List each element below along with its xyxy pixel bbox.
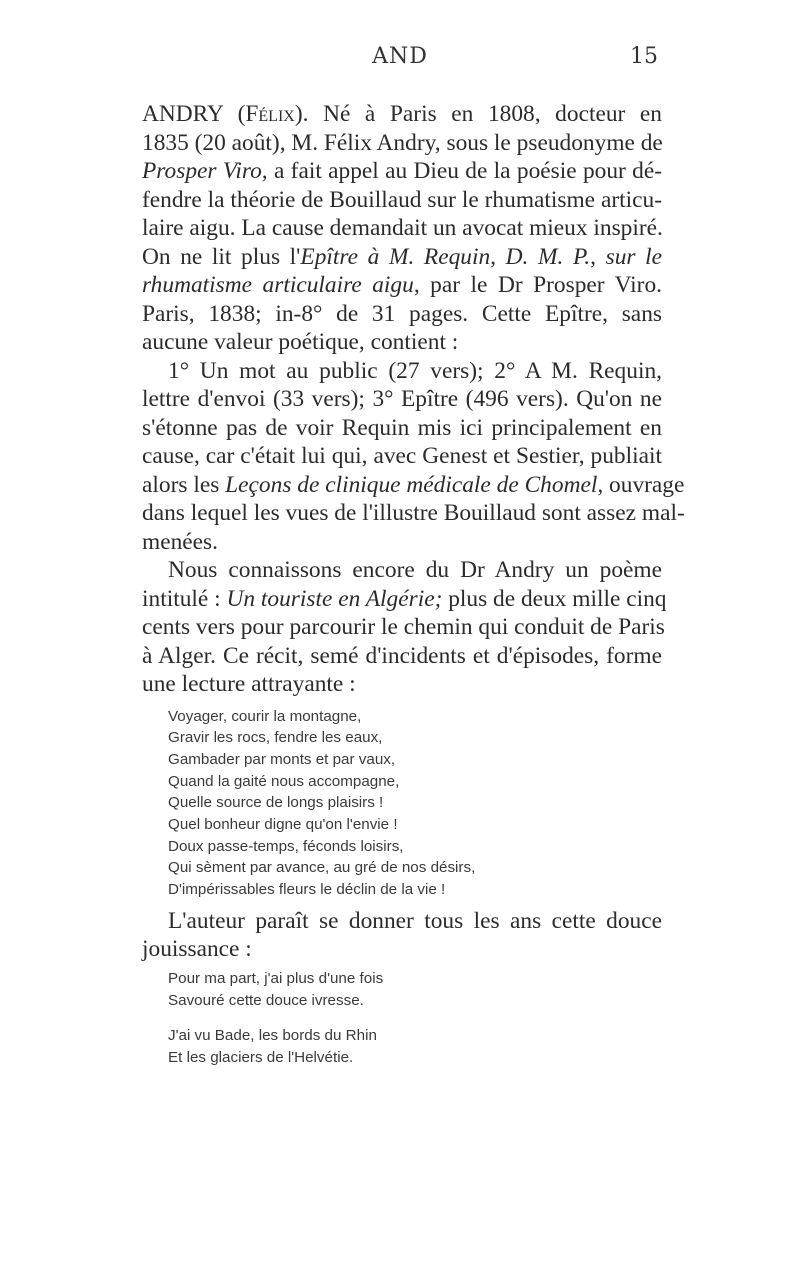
verse-line: D'impérissables fleurs le déclin de la vie ! — [168, 881, 446, 899]
verse-gap — [142, 1011, 662, 1025]
entry-line — [142, 585, 667, 614]
entry-text — [142, 100, 685, 1069]
verse-line: Gravir les rocs, fendre les eaux, — [168, 729, 383, 747]
verse-line: Et les glaciers de l'Helvétie. — [168, 1048, 354, 1066]
pseudonym: Prosper Viro, — [142, 158, 268, 184]
verse-quotation — [142, 968, 662, 1011]
running-head-title: AND — [372, 44, 428, 69]
entry-line: L'auteur paraît se donner tous les ans cette douce — [168, 907, 662, 934]
verse-line: Doux passe-temps, féconds loisirs, — [168, 837, 404, 855]
verse-line: Savouré cette douce ivresse. — [168, 991, 364, 1009]
page-number: 15 — [630, 44, 658, 69]
entry-line-text: a fait appel au Dieu de la poésie pour dé- — [267, 158, 662, 184]
verse-quotation — [142, 1025, 662, 1068]
entry-line-text: intitulé : — [142, 585, 227, 612]
entry-line — [142, 100, 662, 129]
entry-line-text: Né à Paris en 1808, docteur en — [308, 101, 662, 127]
entry-line — [142, 157, 662, 186]
entry-line-text: plus de deux mille cinq — [442, 585, 667, 612]
entry-line-text: ouvrage — [603, 471, 685, 498]
work-title: rhumatisme articulaire aigu, — [142, 272, 420, 298]
entry-line: lettre d'envoi (33 vers); 3° Epître (496 vers). Qu'on ne — [142, 386, 662, 412]
entry-line: une lecture attrayante : — [142, 671, 356, 697]
entry-line: dans lequel les vues de l'illustre Bouillaud sont assez mal- — [142, 500, 685, 526]
verse-line: Quel bonheur digne qu'on l'envie ! — [168, 816, 398, 834]
entry-line-text: par le Dr Prosper Viro. — [419, 272, 662, 298]
running-head — [142, 44, 658, 84]
entry-line: laire aigu. La cause demandait un avocat mieux inspiré. — [142, 215, 663, 241]
entry-line: cause, car c'était lui qui, avec Genest et Sestier, publiait — [142, 443, 662, 469]
entry-line: menées. — [142, 528, 218, 555]
work-title: Leçons de clinique médicale de Chomel, — [225, 471, 604, 498]
verse-quotation — [142, 706, 662, 901]
entry-line: cents vers pour parcourir le chemin qui conduit de Paris — [142, 614, 665, 640]
entry-line: Paris, 1838; in-8° de 31 pages. Cette Epître, sans — [142, 300, 662, 327]
entry-line-text: On ne lit plus l' — [142, 243, 301, 270]
verse-line: Pour ma part, j'ai plus d'une fois — [168, 969, 384, 987]
verse-line: Qui sèment par avance, au gré de nos désirs, — [168, 859, 476, 877]
work-title: Un touriste en Algérie; — [226, 585, 443, 612]
verse-line: Quelle source de longs plaisirs ! — [168, 794, 384, 812]
verse-line: Gambader par monts et par vaux, — [168, 750, 396, 768]
verse-line: J'ai vu Bade, les bords du Rhin — [168, 1027, 377, 1045]
entry-line: s'étonne pas de voir Requin mis ici principalement en — [142, 414, 662, 441]
entry-line-text: alors les — [142, 471, 226, 498]
entry-line — [142, 471, 685, 500]
entry-line: jouissance : — [142, 936, 252, 963]
entry-line — [142, 271, 662, 300]
entry-line: aucune valeur poétique, contient : — [142, 329, 459, 355]
work-title: Epître à M. Requin, D. M. P., sur le — [300, 243, 663, 270]
entry-line: à Alger. Ce récit, semé d'incidents et d'épisodes, forme — [142, 642, 662, 669]
entry-headword: ANDRY (Félix). — [142, 101, 309, 127]
entry-line: 1835 (20 août), M. Félix Andry, sous le pseudonyme de — [142, 129, 663, 156]
entry-line: fendre la théorie de Bouillaud sur le rhumatisme articu- — [142, 186, 662, 213]
verse-line: Quand la gaité nous accompagne, — [168, 772, 400, 790]
verse-line: Voyager, courir la montagne, — [168, 707, 362, 725]
entry-line: Nous connaissons encore du Dr Andry un poème — [168, 557, 662, 583]
entry-line: 1° Un mot au public (27 vers); 2° A M. Requin, — [168, 357, 662, 384]
entry-line — [142, 243, 662, 272]
